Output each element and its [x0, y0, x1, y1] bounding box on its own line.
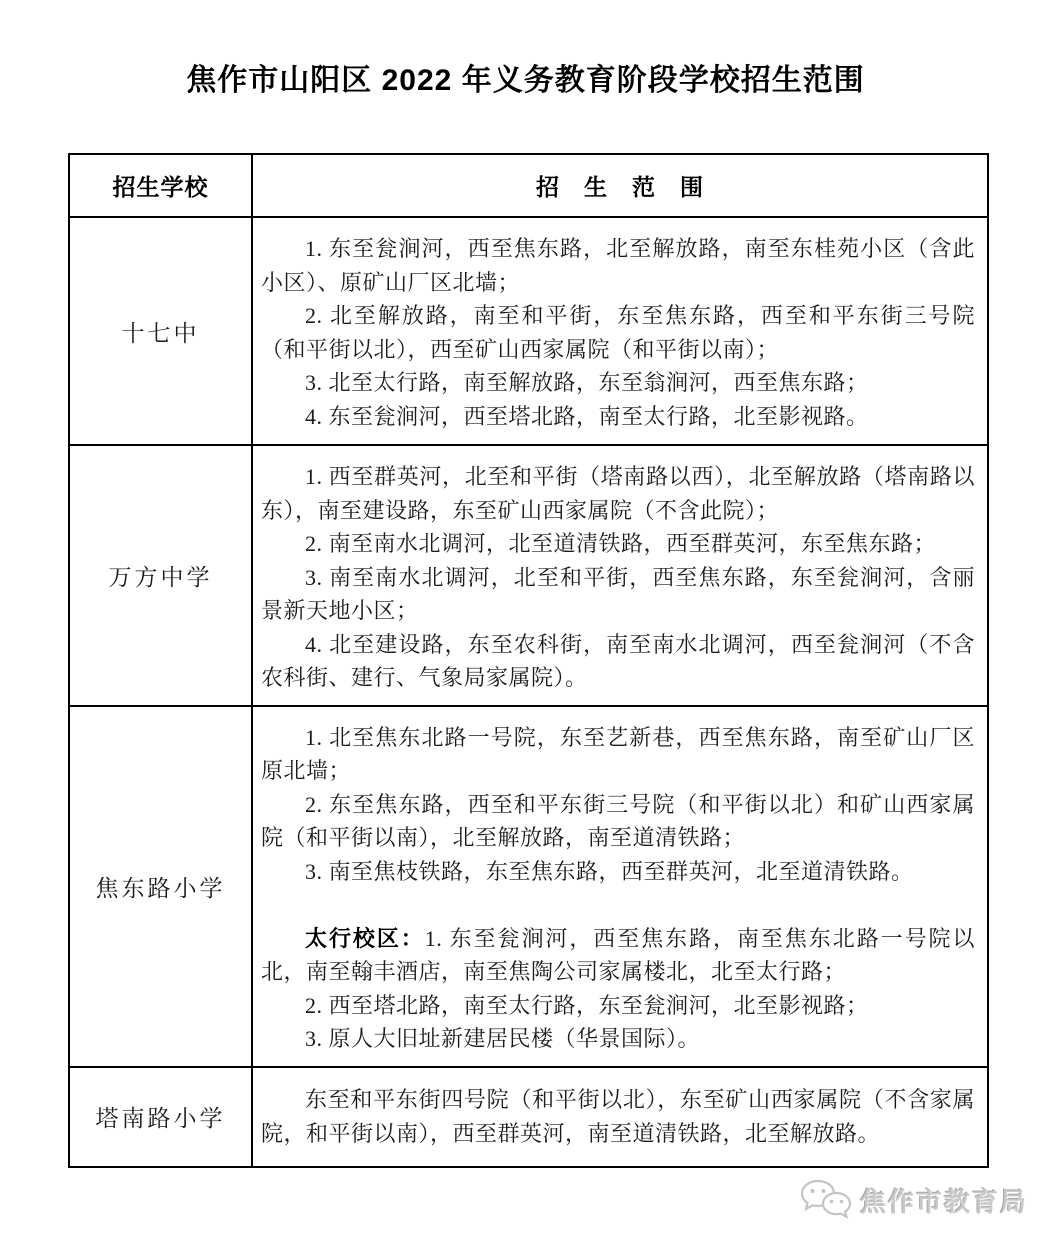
scope-paragraph: 2. 北至解放路，南至和平街，东至焦东路，西至和平东街三号院（和平街以北），西至矿山西家属院（和平街以南）；: [261, 303, 975, 362]
scope-paragraph: 太行校区：1. 东至瓮涧河，西至焦东路，南至焦东北路一号院以北，南至翰丰酒店，南至焦陶公司家属楼北，北至太行路；: [261, 925, 975, 984]
scope-cell: [252, 706, 988, 1067]
paragraph-spacer: [261, 888, 975, 922]
scope-paragraph: 2. 南至南水北调河，北至道清铁路，西至群英河，东至焦东路；: [305, 531, 937, 556]
campus-label: 太行校区：: [305, 925, 425, 951]
scope-cell: [252, 445, 988, 706]
scope-paragraph: 4. 东至瓮涧河，西至塔北路，南至太行路，北至影视路。: [305, 403, 869, 429]
watermark: [798, 1178, 1028, 1222]
school-name: 十七中: [69, 217, 252, 445]
scope-cell: [252, 217, 988, 445]
school-name: 塔南路小学: [69, 1067, 252, 1167]
scope-paragraph: 3. 原人大旧址新建居民楼（华景国际）。: [305, 1026, 701, 1051]
table-row: [69, 217, 988, 445]
table-header-row: [69, 154, 988, 217]
table-row: [69, 1067, 988, 1167]
scope-paragraph: 1. 西至群英河，北至和平街（塔南路以西），北至解放路（塔南路以东），南至建设路，东至矿山西家属院（不含此院）；: [261, 464, 975, 523]
table-row: [69, 445, 988, 706]
page-title: 焦作市山阳区 2022 年义务教育阶段学校招生范围: [186, 64, 865, 97]
scope-paragraph: 2. 东至焦东路，西至和平东街三号院（和平街以北）和矿山西家属院（和平街以南），北至解放路，南至道清铁路；: [261, 791, 975, 850]
scope-paragraph: 3. 南至焦枝铁路，东至焦东路，西至群英河，北至道清铁路。: [305, 858, 914, 884]
scope-paragraph: 3. 南至南水北调河，北至和平街，西至焦东路，东至瓮涧河，含丽景新天地小区；: [261, 564, 975, 623]
school-name: 焦东路小学: [69, 706, 252, 1067]
scope-paragraph: 2. 西至塔北路，南至太行路，东至瓮涧河，北至影视路；: [305, 992, 869, 1018]
column-header-school: 招生学校: [69, 154, 252, 217]
scope-paragraph: 4. 北至建设路，东至农科街，南至南水北调河，西至瓮涧河（不含农科街、建行、气象局家属院）。: [261, 631, 975, 690]
table-row: [69, 706, 988, 1067]
wechat-icon: [798, 1178, 854, 1222]
scope-paragraph: 3. 北至太行路，南至解放路，东至翁涧河，西至焦东路；: [305, 370, 869, 395]
watermark-label: 焦作市教育局: [860, 1187, 1029, 1217]
school-name: 万方中学: [69, 445, 252, 706]
enrollment-table: [68, 153, 989, 1168]
enrollment-table-body: [69, 217, 988, 1167]
scope-paragraph: 1. 北至焦东北路一号院，东至艺新巷，西至焦东路，南至矿山厂区原北墙；: [261, 724, 975, 783]
scope-cell: [252, 1067, 988, 1167]
scope-paragraph: 1. 东至瓮涧河，西至焦东路，北至解放路，南至东桂苑小区（含此小区）、原矿山厂区北墙；: [261, 236, 975, 295]
scope-paragraph: 东至和平东街四号院（和平街以北），东至矿山西家属院（不含家属院，和平街以南），西至群英河，南至道清铁路，北至解放路。: [261, 1087, 975, 1146]
column-header-scope: 招 生 范 围: [252, 154, 988, 217]
